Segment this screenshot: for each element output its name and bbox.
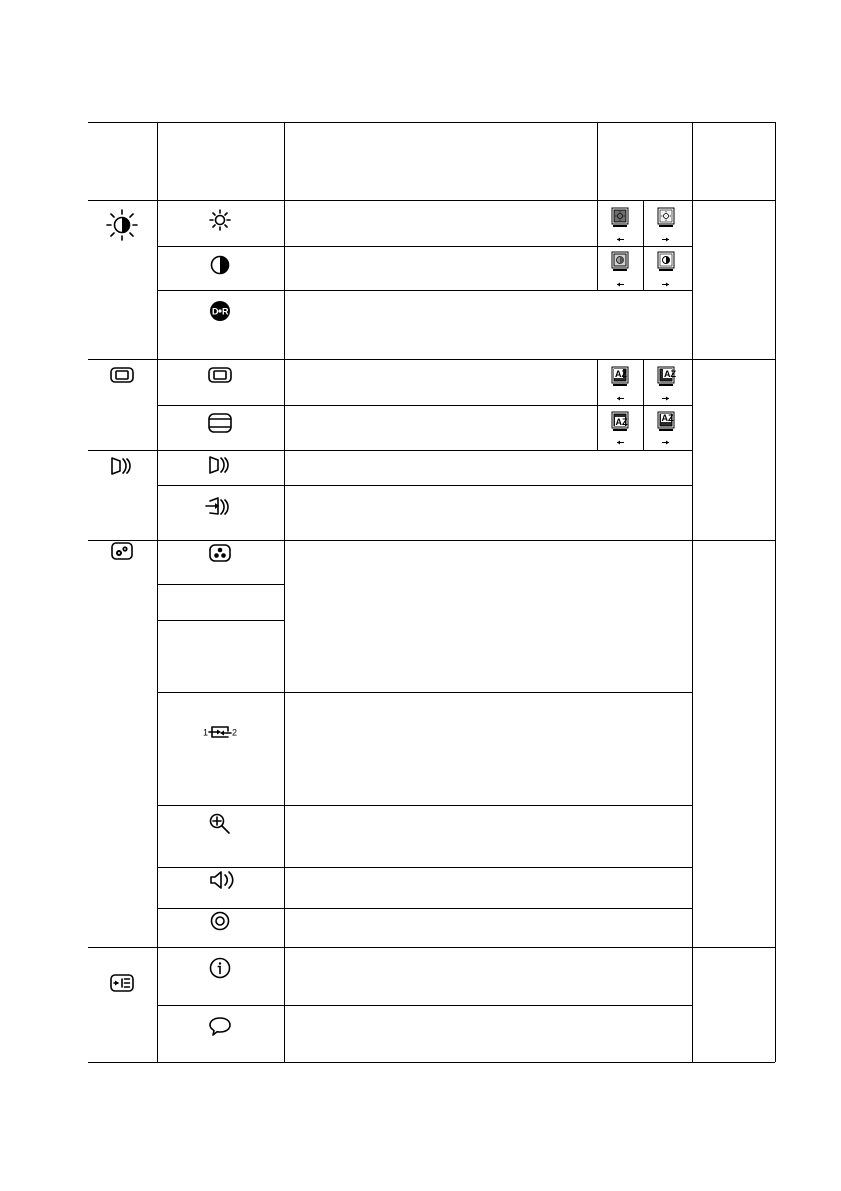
az-label: AZ: [661, 413, 674, 423]
contrast-increase-thumb: [658, 252, 674, 271]
brightness-increase-thumb: [658, 208, 674, 227]
information-icon: [211, 959, 230, 978]
scaling-icon: [211, 815, 230, 834]
audio-icon: [211, 872, 233, 888]
input-signal-label-2: 2: [232, 727, 238, 738]
arrow-left-icon: [617, 238, 624, 242]
az-label: AZ: [615, 369, 627, 379]
position-right-thumb: [658, 367, 676, 386]
contrast-icon: [212, 257, 229, 274]
brightness-decrease-thumb: [612, 208, 628, 227]
contrast-decrease-thumb: [612, 252, 628, 271]
image-properties-icon: [112, 543, 132, 559]
horizontal-position-icon: [209, 368, 231, 382]
options-icon: [111, 975, 133, 991]
svg-text:R: R: [222, 306, 229, 317]
color-icon: [210, 545, 230, 561]
svg-text:D: D: [212, 306, 219, 317]
vertical-position-icon: [209, 414, 231, 432]
over-drive-icon: [212, 913, 229, 930]
position-up-thumb: [658, 412, 674, 431]
input-signal-label-1: 1: [202, 727, 208, 738]
dcr-icon: [210, 301, 230, 321]
az-label: AZ: [664, 369, 676, 379]
image-position-icon: [111, 368, 133, 382]
brightness-contrast-icon: [107, 210, 137, 240]
position-down-thumb: [612, 412, 628, 431]
arrow-right-icon: [662, 441, 669, 445]
automatic-setup-icon: [210, 457, 228, 473]
arrow-right-icon: [662, 238, 669, 242]
manual-setup-icon: [206, 498, 228, 514]
arrow-right-icon: [662, 397, 669, 401]
az-label: AZ: [615, 417, 628, 427]
position-left-thumb: [612, 367, 628, 386]
brightness-icon: [210, 210, 230, 230]
menu-language-icon: [210, 1018, 230, 1035]
input-signal-icon: [203, 727, 237, 738]
image-setup-icon: [112, 458, 130, 474]
arrow-right-icon: [662, 283, 669, 287]
arrow-left-icon: [617, 397, 624, 401]
arrow-left-icon: [617, 441, 624, 445]
arrow-left-icon: [617, 283, 624, 287]
